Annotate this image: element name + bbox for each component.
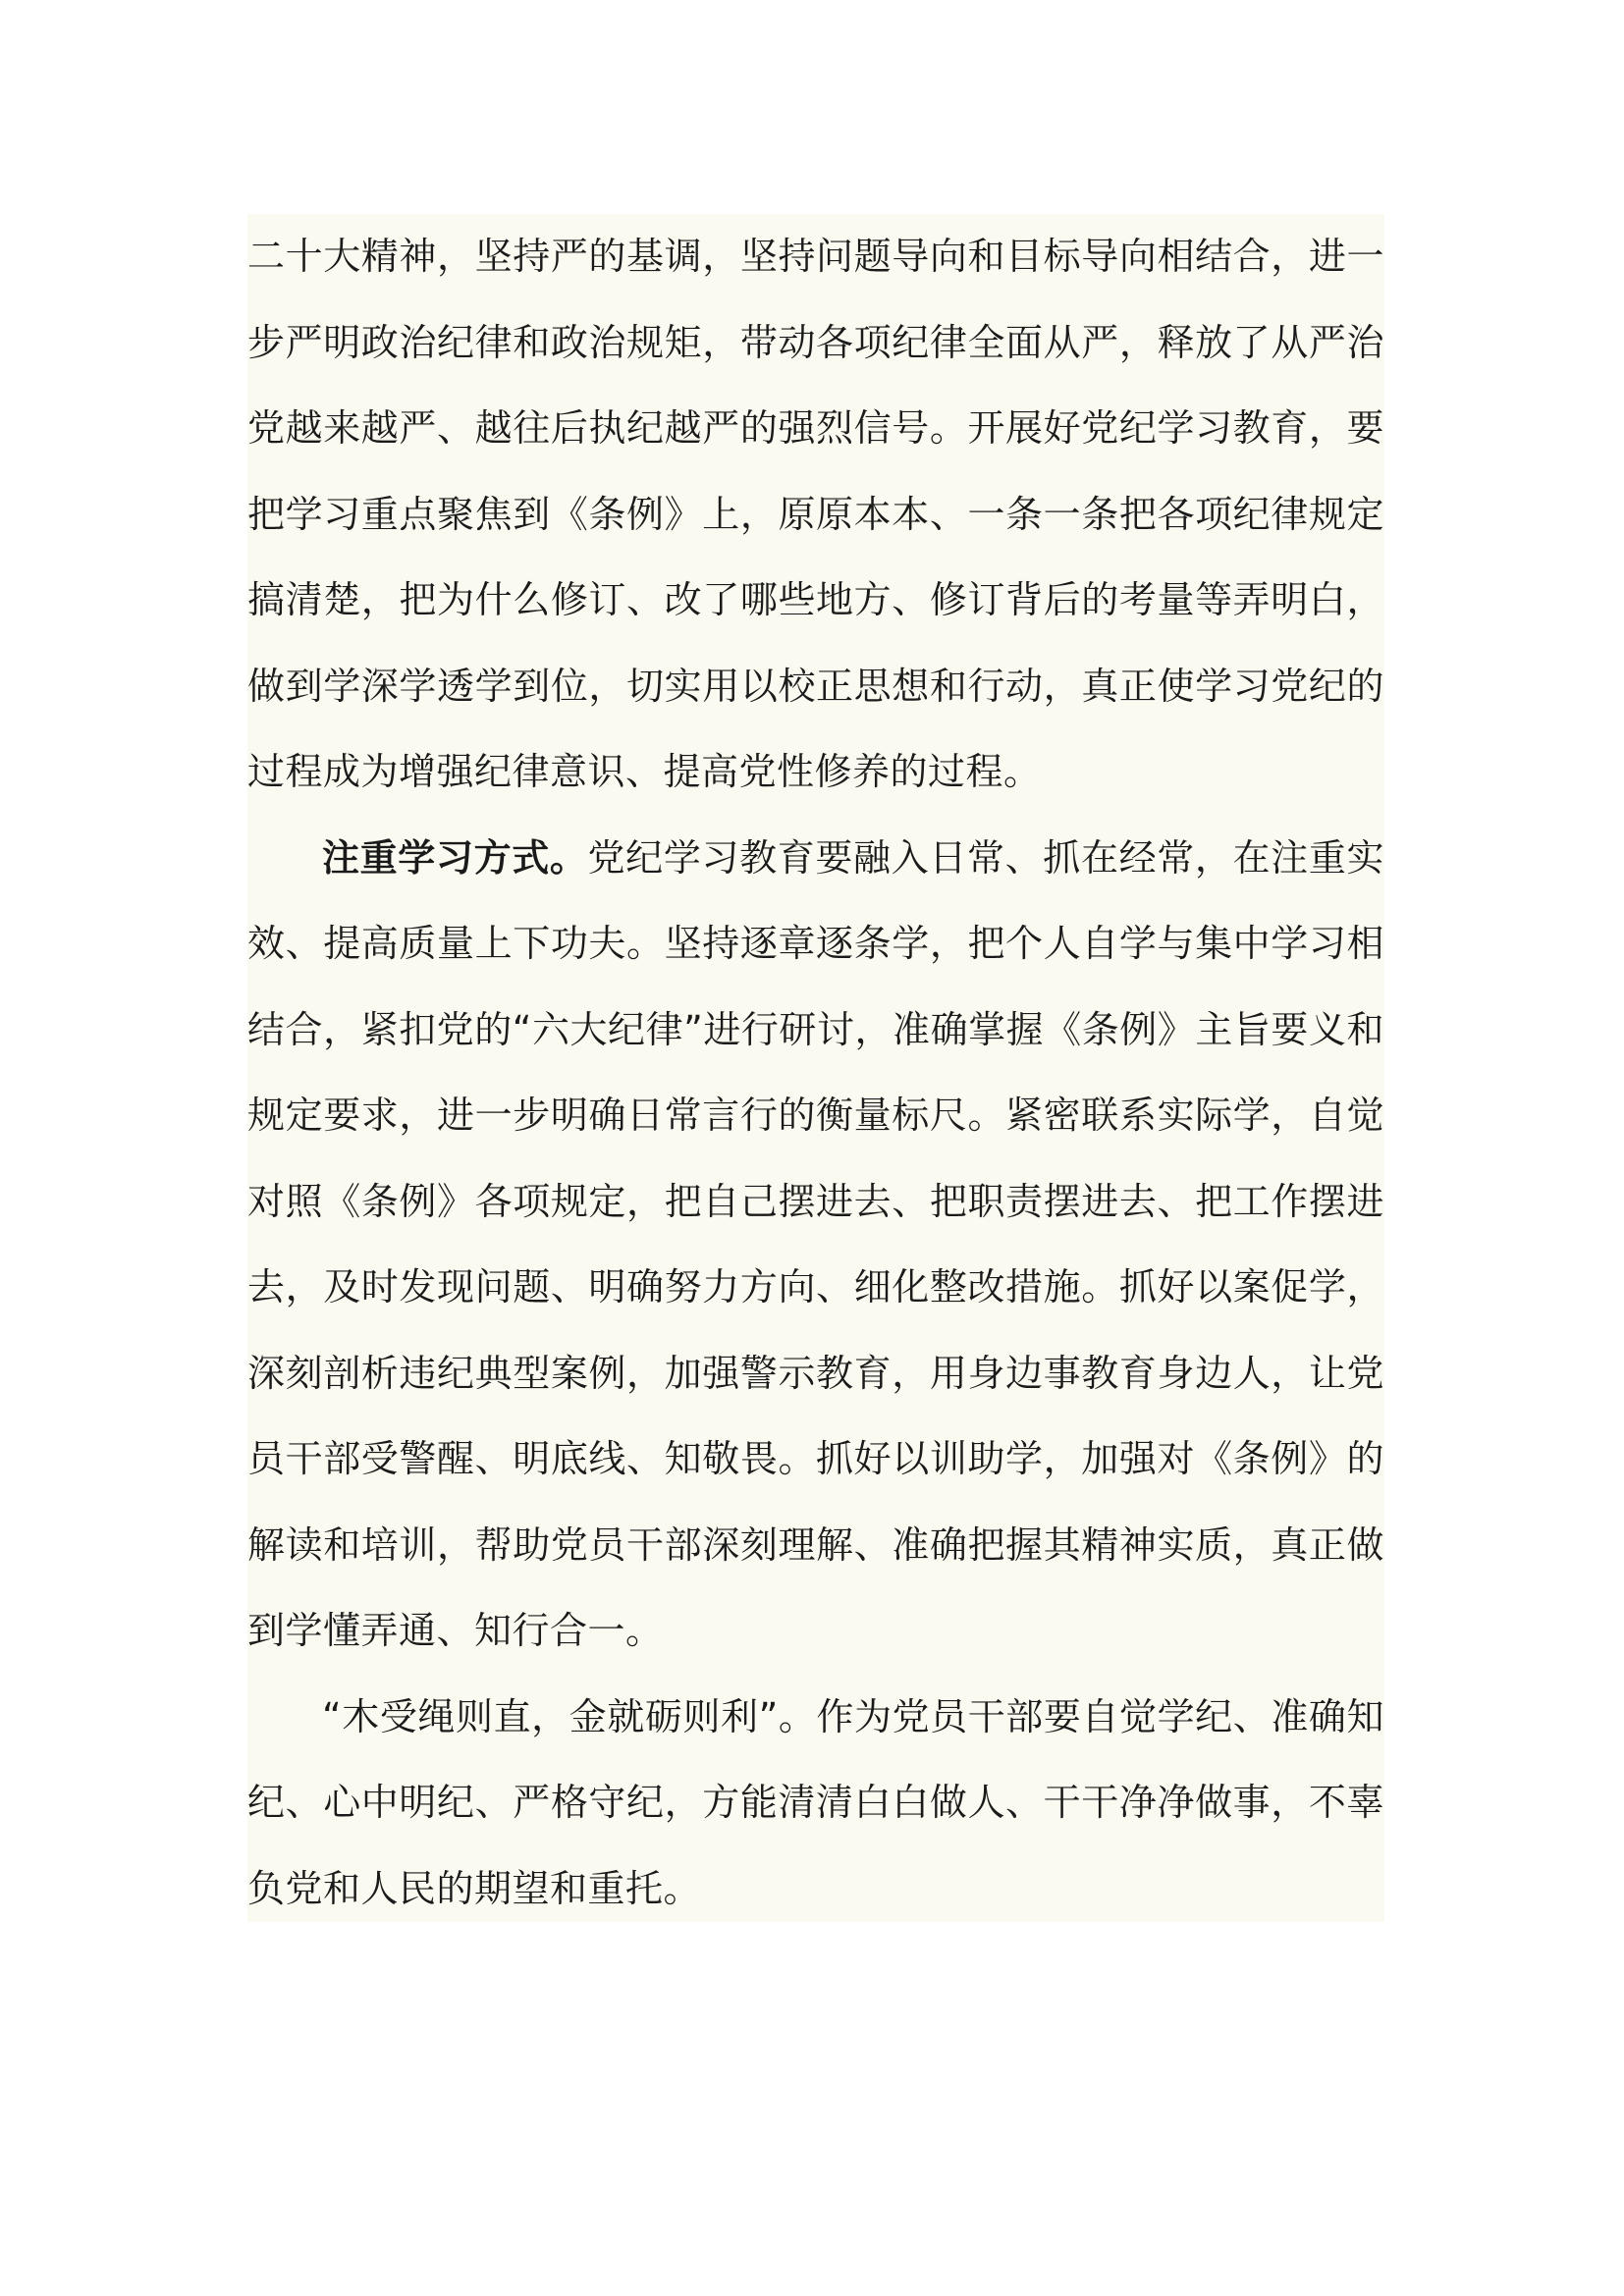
document-body: [247, 214, 1384, 1922]
paragraph-1: 二十大精神，坚持严的基调，坚持问题导向和目标导向相结合，进一步严明政治纪律和政治规矩，带动各项纪律全面从严，释放了从严治党越来越严、越往后执纪越严的强烈信号。开展好党纪学习教育，要把学习重点聚焦到《条例》上，原原本本、一条一条把各项纪律规定搞清楚，把为什么修订、改了哪些地方、修订背后的考量等弄明白，做到学深学透学到位，切实用以校正思想和行动，真正使学习党纪的过程成为增强纪律意识、提高党性修养的过程。: [247, 235, 1384, 793]
paragraph-2-lead: 注重学习方式。: [322, 835, 588, 880]
paragraph-2: [247, 816, 1384, 1675]
paragraph-3: “木受绳则直，金就砺则利”。作为党员干部要自觉学纪、准确知纪、心中明纪、严格守纪，方能清清白白做人、干干净净做事，不辜负党和人民的期望和重托。: [247, 1694, 1384, 1910]
paragraph-2-body: 党纪学习教育要融入日常、抓在经常，在注重实效、提高质量上下功夫。坚持逐章逐条学，把个人自学与集中学习相结合，紧扣党的“六大纪律”进行研讨，准确掌握《条例》主旨要义和规定要求，进一步明确日常言行的衡量标尺。紧密联系实际学，自觉对照《条例》各项规定，把自己摆进去、把职责摆进去、把工作摆进去，及时发现问题、明确努力方向、细化整改措施。抓好以案促学，深刻剖析违纪典型案例，加强警示教育，用身边事教育身边人，让党员干部受警醒、明底线、知敬畏。抓好以训助学，加强对《条例》的解读和培训，帮助党员干部深刻理解、准确把握其精神实质，真正做到学懂弄通、知行合一。: [247, 835, 1384, 1652]
